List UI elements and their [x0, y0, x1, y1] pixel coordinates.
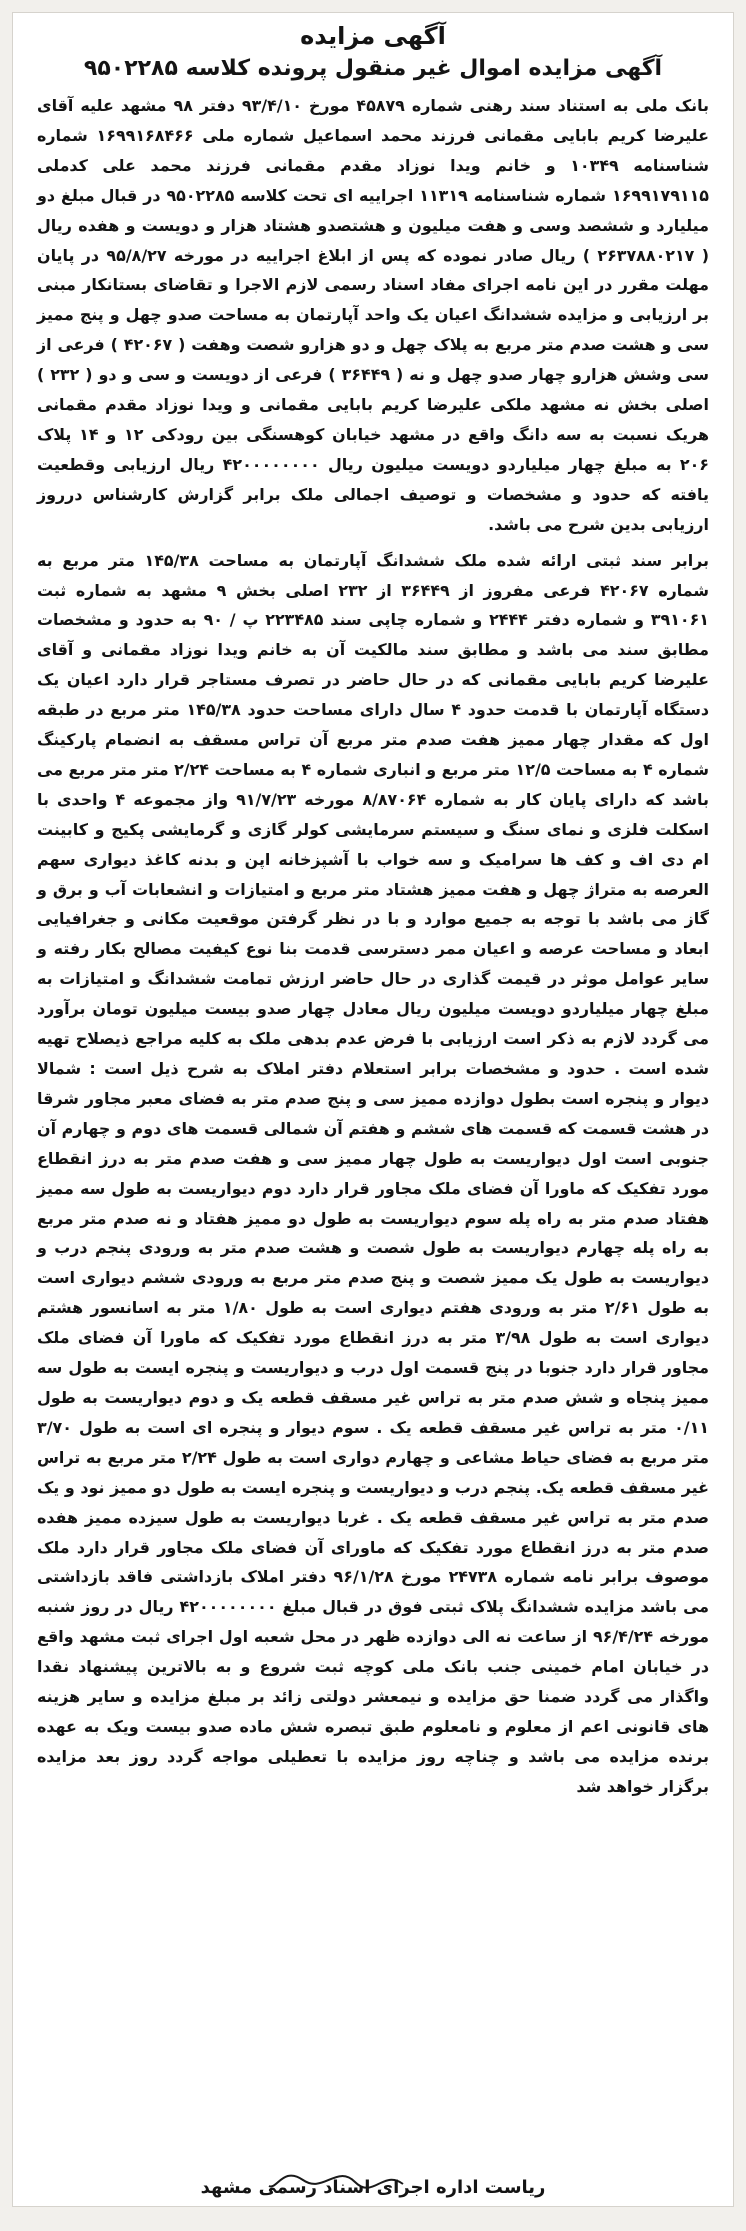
notice-body: [13, 85, 733, 1802]
notice-paragraph-1: بانک ملی به استناد سند رهنی شماره ۴۵۸۷۹ مورخ ۹۳/۴/۱۰ دفتر ۹۸ مشهد علیه آقای علیرضا کریم بابایی مقمانی فرزند محمد اسماعیل شماره ملی ۱۶۹۹۱۶۸۴۶۶ شماره شناسنامه ۱۰۳۴۹ و خانم ویدا نوزاد مقدم مقمانی فرزند محمد علی کدملی ۱۶۹۹۱۷۹۱۱۵ شماره شناسنامه ۱۱۳۱۹ اجراییه ای تحت کلاسه ۹۵۰۲۲۸۵ در قبال مبلغ دو میلیارد و ششصد وسی و هفت میلیون و هشتصدو هشتاد هزار و دویست و هفده ریال ( ۲۶۳۷۸۸۰۲۱۷ ) ریال صادر نموده که پس از ابلاغ اجراییه در مورخه ۹۵/۸/۲۷ در پایان مهلت مقرر در این نامه اجرای مفاد اسناد رسمی لازم الاجرا و تقاضای بستانکار مبنی بر ارزیابی و مزایده ششدانگ اعیان یک واحد آپارتمان به مساحت صدو چهل و پنج ممیز سی و هشت صدم متر مربع به پلاک چهل و دو هزارو شصت وهفت ( ۴۲۰۶۷ ) فرعی از سی وشش هزارو چهار صدو چهل و نه ( ۳۶۴۴۹ ) فرعی از دویست و سی و دو ( ۲۳۲ ) اصلی بخش نه مشهد ملکی علیرضا کریم بابایی مقمانی و ویدا نوزاد مقدم مقمانی هریک نسبت به سه دانگ واقع در مشهد خیابان کوهسنگی بین رودکی ۱۲ و ۱۴ پلاک ۲۰۶ به مبلغ چهار میلیاردو دویست میلیون ریال ۴۲۰۰۰۰۰۰۰۰ ریال ارزیابی وقطعیت یافته که حدود و مشخصات و توصیف اجمالی ملک برابر گزارش کارشناس درروز ارزیابی بدین شرح می باشد.: [37, 96, 710, 534]
notice-signature: ریاست اداره اجرای اسناد رسمی مشهد: [200, 2177, 546, 2198]
notice-paragraph-2: برابر سند ثبتی ارائه شده ملک ششدانگ آپارتمان به مساحت ۱۴۵/۳۸ متر مربع به شماره ۴۲۰۶۷ فرعی مفروز از ۳۶۴۴۹ از ۲۳۲ اصلی بخش ۹ مشهد به شماره ثبت ۳۹۱۰۶۱ و شماره دفتر ۲۴۴۴ و شماره چاپی سند ۲۲۳۴۸۵ پ / ۹۰ به حدود و مشخصات مطابق سند می باشد و مطابق سند مالکیت آن به خانم ویدا نوزاد مقمانی و آقای علیرضا کریم بابایی مقمانی که در حال حاضر در تصرف مستاجر قرار دارد اعیان یک دستگاه آپارتمان با قدمت حدود ۴ سال دارای مساحت حدود ۱۴۵/۳۸ متر مربع در طبقه اول که مقدار چهار ممیز هفت صدم متر مربع آن تراس مسقف به انضمام پارکینگ شماره ۴ به مساحت ۱۲/۵ متر مربع و انباری شماره ۴ به مساحت ۲/۲۴ متر متر مربع می باشد که دارای پایان کار به شماره ۸/۸۷۰۶۴ مورخه ۹۱/۷/۲۳ واز مجموعه ۴ واحدی با اسکلت فلزی و نمای سنگ و سیستم سرمایشی کولر گازی و گرمایشی پکیج و کابینت ام دی اف و کف ها سرامیک و سه خواب با آشپزخانه اپن و بدنه کاغذ دیواری سهم العرصه به متراژ چهل و هفت ممیز هشتاد متر مربع و امتیازات و انشعابات آب و برق و گاز می باشد با توجه به جمیع موارد و با در نظر گرفتن موقعیت مکانی و جغرافیایی ابعاد و مساحت عرصه و اعیان ممر دسترسی قدمت بنا نوع کیفیت مصالح بکار رفته و سایر عوامل موثر در قیمت گذاری در حال حاضر ارزش تمامت ششدانگ و امتیازات به مبلغ چهار میلیاردو دویست میلیون ریال معادل چهار صدو بیست میلیون تومان برآورد می گردد لازم به ذکر است ارزیابی با فرض عدم بدهی ملک به کلیه مراجع ذیصلاح تهیه شده است . حدود و مشخصات برابر استعلام دفتر املاک به شرح ذیل است : شمالا دیوار و پنجره است بطول دوازده ممیز سی و پنج صدم متر به فضای معبر مجاور شرقا در هشت قسمت که قسمت های ششم و هفتم آن شمالی قسمت های دوم و چهارم آن جنوبی است اول دیواریست به طول چهار ممیز سی و هفت صدم متر به درز انقطاع مورد تفکیک که ماورا آن فضای ملک مجاور قرار دارد دوم دیواریست به طول سه ممیز هفتاد صدم متر به راه پله سوم دیواریست به طول دو ممیز هفتاد و نه صدم متر مربع به راه پله چهارم دیواریست به طول شصت و هشت صدم متر به ورودی پنجم درب و دیواریست به طول یک ممیز شصت و پنج صدم متر مربع به ورودی ششم دیواری است به طول ۲/۶۱ متر به ورودی هفتم دیواری است به طول ۱/۸۰ متر به اسانسور هشتم دیواری است به طول ۳/۹۸ متر به درز انقطاع مورد تفکیک که ماورا آن فضای ملک مجاور قرار دارد جنوبا در پنج قسمت اول درب و دیواریست و پنجره ایست به طول سه ممیز پنجاه و شش صدم متر به تراس غیر مسقف قطعه یک و دوم دیواریست به طول ۰/۱۱ متر به تراس غیر مسقف قطعه یک . سوم دیوار و پنجره ای است به طول ۳/۷۰ متر مربع به فضای حیاط مشاعی و چهارم دواری است به طول ۲/۲۴ متر مربع به تراس غیر مسقف قطعه یک. پنجم درب و دیواریست و پنجره ایست به طول دو ممیز نود و یک صدم متر به تراس غیر مسقف قطعه یک . غربا دیواریست به طول سیزده ممیز هفده صدم متر به درز انقطاع مورد تفکیک که ماورای آن فضای ملک مجاور قرار دارد ملک موصوف برابر نامه شماره ۲۴۷۳۸ مورخ ۹۶/۱/۲۸ دفتر املاک بازداشتی فاقد بازداشتی می باشد مزایده ششدانگ پلاک ثبتی فوق در قبال مبلغ ۴۲۰۰۰۰۰۰۰۰ ریال در روز شنبه مورخه ۹۶/۴/۲۴ از ساعت نه الی دوازده ظهر در محل شعبه اول اجرای ثبت مشهد واقع در خیابان امام خمینی جنب بانک ملی کوچه ثبت شروع و به بالاترین پیشنهاد نقدا واگذار می گردد ضمنا حق مزایده و نیمعشر دولتی زائد بر مبلغ مزایده و سایر هزینه های قانونی اعم از معلوم و نامعلوم طبق تبصره شش ماده صدو بیست ویک به عهده برنده مزایده می باشد و چناچه روز مزایده با تعطیلی مواجه گردد روز بعد مزایده برگزار خواهد شد: [37, 550, 710, 1796]
newspaper-notice-clipping: [12, 12, 734, 2207]
notice-title: آگهی مزایده: [300, 22, 446, 50]
notice-header: [13, 13, 733, 85]
notice-subtitle: آگهی مزایده اموال غیر منقول پرونده کلاسه ۹۵۰۲۲۸۵: [83, 56, 663, 81]
